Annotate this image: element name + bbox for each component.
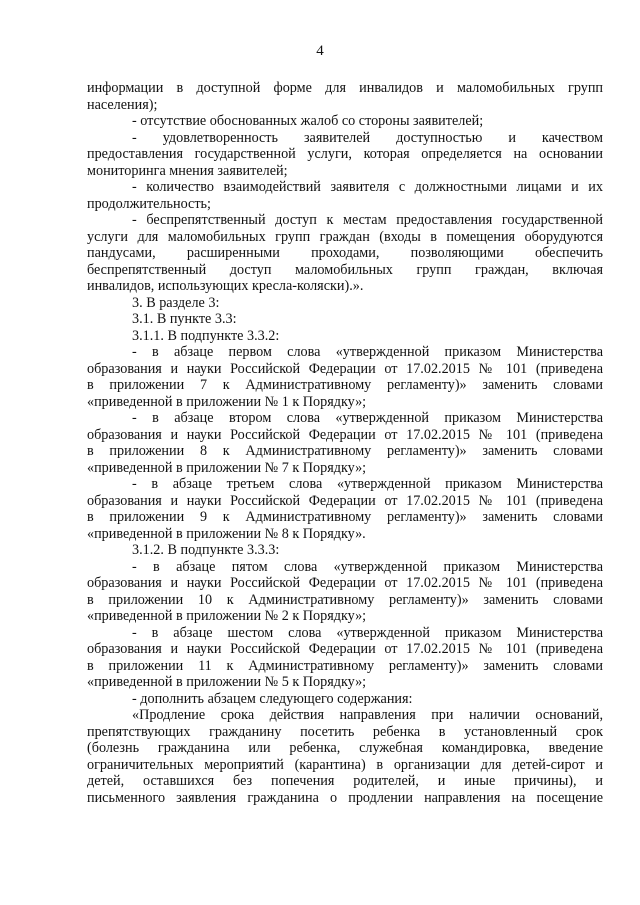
text-line: - беспрепятственный доступ к местам предоставления государственной (132, 212, 603, 228)
text-line: письменного заявления гражданина о продлении направления на посещение (87, 789, 603, 806)
text-line: 3.1. В пункте 3.3: (132, 311, 237, 327)
text-line: пандусами, расширенными проходами, позволяющими обеспечить (87, 245, 603, 261)
text-line: - удовлетворенность заявителей доступностью и качеством (132, 129, 603, 146)
text-line: образования и науки Российской Федерации от 17.02.2015 № 101 (приведена (87, 492, 603, 509)
text-line: 3. В разделе 3: (132, 294, 220, 311)
text-line: в приложении 8 к Административному регламенту)» заменить словами (87, 443, 603, 459)
text-line: «приведенной в приложении № 2 к Порядку»; (87, 608, 367, 624)
text-line: образования и науки Российской Федерации от 17.02.2015 № 101 (приведена (87, 641, 603, 657)
text-line: препятствующих гражданину посетить ребенка в установленный срок (87, 723, 603, 740)
text-line: в приложении 9 к Административному регламенту)» заменить словами (87, 509, 603, 525)
text-line: образования и науки Российской Федерации от 17.02.2015 № 101 (приведена (87, 426, 603, 443)
text-line: - количество взаимодействий заявителя с должностными лицами и их (132, 179, 603, 195)
text-line: - отсутствие обоснованных жалоб со стороны заявителей; (132, 113, 484, 129)
text-line: 3.1.2. В подпункте 3.3.3: (132, 542, 280, 558)
text-line: в приложении 10 к Административному регламенту)» заменить словами (87, 591, 603, 608)
document-body (87, 80, 603, 806)
text-line: «приведенной в приложении № 7 к Порядку»; (87, 459, 367, 476)
text-line: - дополнить абзацем следующего содержания: (132, 690, 413, 707)
text-line: населения); (87, 96, 158, 113)
page-number: 4 (316, 43, 324, 59)
text-line: образования и науки Российской Федерации от 17.02.2015 № 101 (приведена (87, 575, 603, 591)
text-line: беспрепятственный доступ маломобильных групп граждан, включая (87, 261, 603, 278)
text-line: детей, оставшихся без попечения родителей, и иные причины), и (87, 773, 603, 789)
text-line: продолжительность; (87, 195, 211, 212)
text-line: (болезнь гражданина или ребенка, служебная командировка, введение (87, 740, 603, 756)
text-line: ограничительных мероприятий (карантина) в организации для детей-сирот и (87, 756, 603, 773)
text-line: - в абзаце третьем слова «утвержденной приказом Министерства (132, 476, 603, 492)
text-line: в приложении 7 к Административному регламенту)» заменить словами (87, 377, 603, 393)
text-line: «приведенной в приложении № 1 к Порядку»; (87, 393, 367, 410)
text-line: «Продление срока действия направления при наличии оснований, (132, 707, 603, 723)
text-line: предоставления государственной услуги, которая определяется на основании (87, 146, 603, 162)
text-line: инвалидов, использующих кресла-коляски).». (87, 278, 364, 294)
text-line: услуги для маломобильных групп граждан (входы в помещения оборудуются (87, 228, 603, 245)
text-line: мониторинга мнения заявителей; (87, 162, 288, 179)
text-line: «приведенной в приложении № 5 к Порядку»; (87, 674, 367, 690)
text-line: - в абзаце первом слова «утвержденной приказом Министерства (132, 344, 603, 360)
text-line: - в абзаце втором слова «утвержденной приказом Министерства (132, 410, 603, 426)
text-line: образования и науки Российской Федерации от 17.02.2015 № 101 (приведена (87, 360, 603, 377)
text-line: 3.1.1. В подпункте 3.3.2: (132, 327, 280, 344)
text-line: информации в доступной форме для инвалидов и маломобильных групп (87, 80, 603, 96)
text-line: в приложении 11 к Административному регламенту)» заменить словами (87, 657, 603, 674)
text-line: - в абзаце пятом слова «утвержденной приказом Министерства (132, 558, 603, 575)
text-line: «приведенной в приложении № 8 к Порядку». (87, 525, 366, 542)
text-line: - в абзаце шестом слова «утвержденной приказом Министерства (132, 624, 603, 641)
